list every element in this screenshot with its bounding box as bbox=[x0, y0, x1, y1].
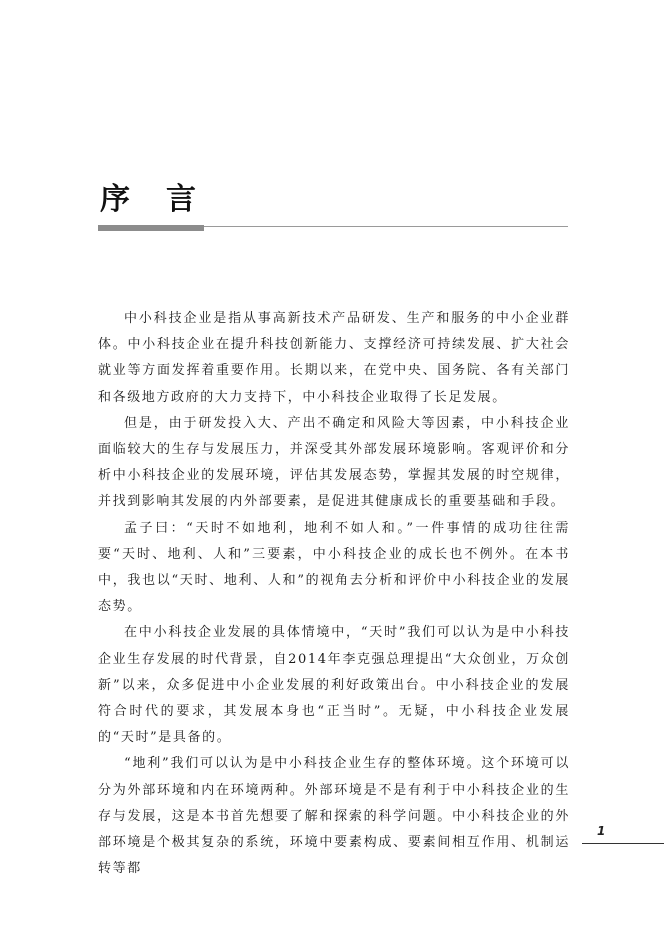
page-number-rule bbox=[582, 843, 664, 844]
paragraph-3: 孟子曰：“天时不如地利，地利不如人和。”一件事情的成功往往需要“天时、地利、人和”三要素，中小科技企业的成长也不例外。在本书中，我也以“天时、地利、人和”的视角去分析和评价中小科技企业的发展态势。 bbox=[98, 520, 570, 615]
paragraph-4: 在中小科技企业发展的具体情境中，“天时”我们可以认为是中小科技企业生存发展的时代背景，自2014年李克强总理提出“大众创业，万众创新”以来，众多促进中小企业发展的利好政策出台。中小科技企业的发展符合时代的要求，其发展本身也“正当时”。无疑，中小科技企业发展的“天时”是具备的。 bbox=[98, 625, 570, 746]
page-title: 序言 bbox=[100, 182, 232, 217]
paragraph-5: “地利”我们可以认为是中小科技企业生存的整体环境。这个环境可以分为外部环境和内在环境两种。外部环境是不是有利于中小科技企业的生存与发展，这是本书首先想要了解和探索的科学问题。中小科技企业的外部环境是个极其复杂的系统，环境中要素构成、要素间相互作用、机制运转等都 bbox=[98, 756, 570, 877]
paragraph-1: 中小科技企业是指从事高新技术产品研发、生产和服务的中小企业群体。中小科技企业在提升科技创新能力、支撑经济可持续发展、扩大社会就业等方面发挥着重要作用。长期以来，在党中央、国务院、各有关部门和各级地方政府的大力支持下，中小科技企业取得了长足发展。 bbox=[98, 311, 570, 405]
title-underline-accent bbox=[98, 225, 204, 231]
page-number: 1 bbox=[597, 824, 606, 838]
paragraph-2: 但是，由于研发投入大、产出不确定和风险大等因素，中小科技企业面临较大的生存与发展压力，并深受其外部发展环境影响。客观评价和分析中小科技企业的发展环境，评估其发展态势，掌握其发展的时空规律，并找到影响其发展的内外部要素，是促进其健康成长的重要基础和手段。 bbox=[98, 415, 570, 510]
body-text bbox=[98, 306, 570, 882]
